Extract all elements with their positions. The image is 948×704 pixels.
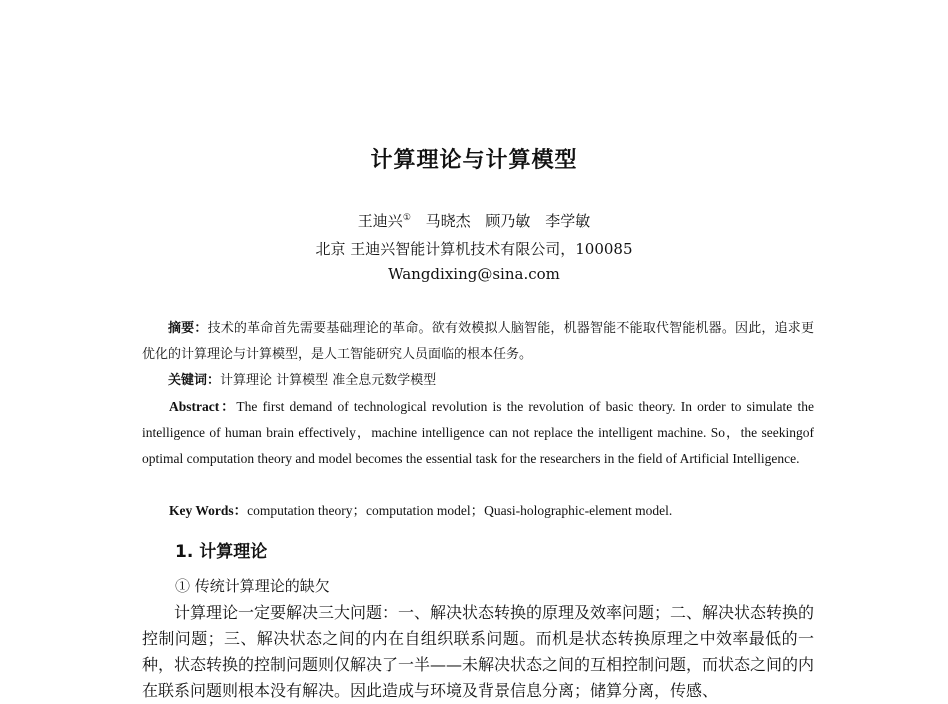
abstract-zh-text: 技术的革命首先需要基础理论的革命。欲有效模拟人脑智能，机器智能不能取代智能机器。因此，追求更优化的计算理论与计算模型，是人工智能研究人员面临的根本任务。 <box>142 321 814 362</box>
keywords-en-text: computation theory；computation model；Quasi-holographic-element model. <box>247 503 673 518</box>
abstract-en-text: The first demand of technological revolution is the revolution of basic theory. In order to simulate the intelligence of human brain effectively，machine intelligence can not replace the intelligent machine. So，the seekingof optimal computation theory and model becomes the essential task for the researchers in the field of Artificial Intelligence. <box>142 399 814 466</box>
keywords-en <box>142 498 814 524</box>
abstract-en <box>142 394 814 472</box>
affiliation: 北京 王迪兴智能计算机技术有限公司，100085 <box>315 240 633 258</box>
authors-text: 王迪兴① 马晓杰 顾乃敏 李学敏 <box>357 212 591 230</box>
author-list <box>0 210 948 231</box>
author-footnote-mark: ① <box>402 213 411 223</box>
body-paragraph: 计算理论一定要解决三大问题：一、解决状态转换的原理及效率问题；二、解决状态转换的控制问题；三、解决状态之间的内在自组织联系问题。而机是状态转换原理之中效率最低的一种，状态转换的控制问题则仅解决了一半——未解决状态之间的互相控制问题，而状态之间的内在联系问题则根本没有解决。因此造成与环境及背景信息分离；储算分离，传感、 <box>142 603 815 700</box>
abstract-zh <box>142 316 814 368</box>
abstract-en-label: Abstract： <box>169 399 237 414</box>
keywords-zh <box>142 368 814 394</box>
keywords-zh-text: 计算理论 计算模型 准全息元数学模型 <box>220 373 437 388</box>
keywords-zh-label: 关键词： <box>168 373 221 388</box>
paper-title: 计算理论与计算模型 <box>370 148 578 173</box>
section-heading: 1. 计算理论 <box>175 542 268 562</box>
author-email[interactable]: Wangdixing@sina.com <box>388 265 560 283</box>
keywords-en-label: Key Words： <box>169 503 248 518</box>
subsection-heading: ① 传统计算理论的缺欠 <box>175 577 330 595</box>
abstract-zh-label: 摘要： <box>168 321 208 336</box>
